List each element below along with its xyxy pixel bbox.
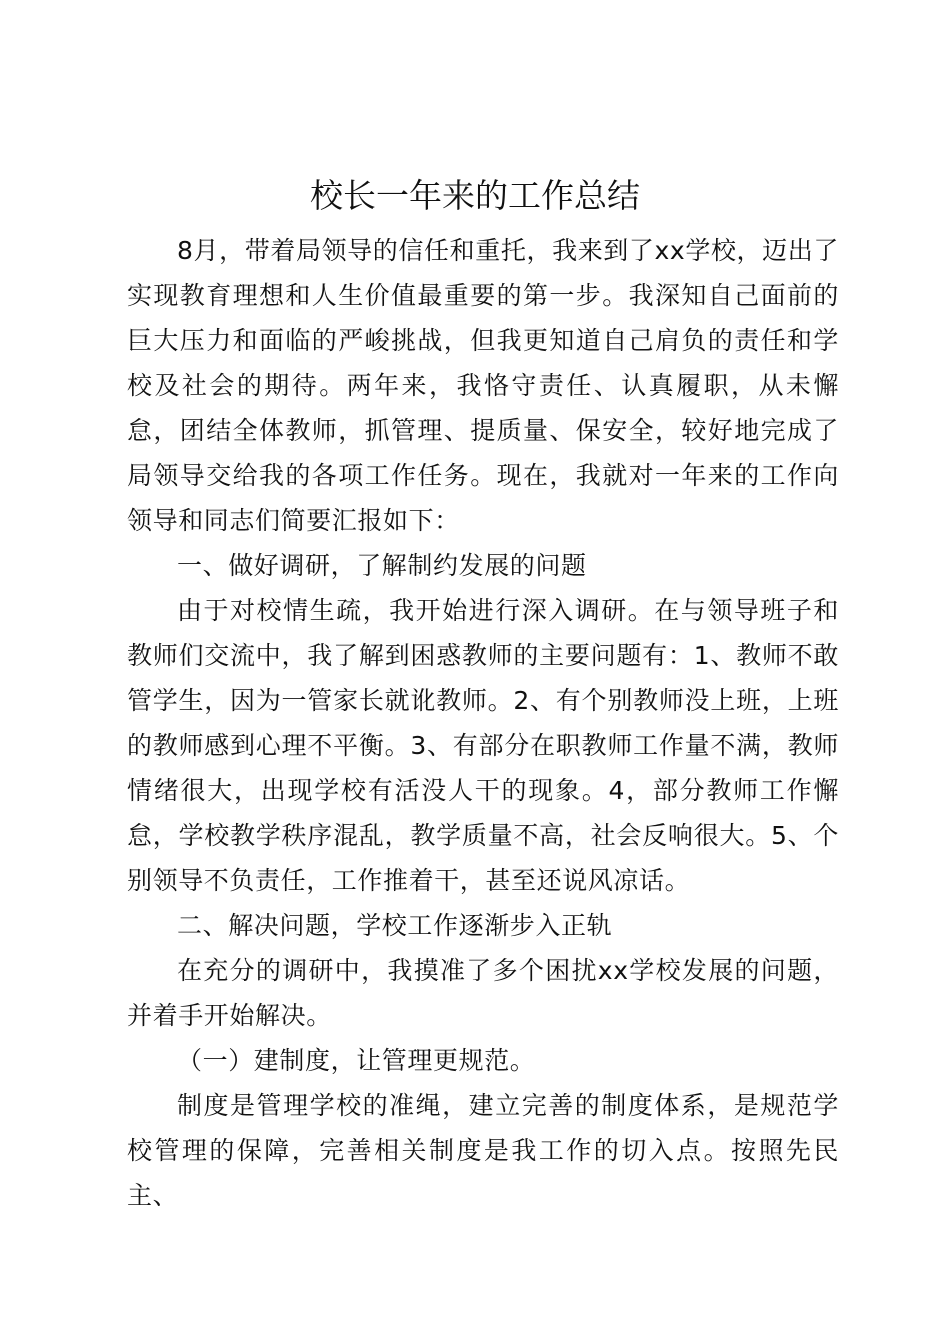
intro-paragraph: 8月，带着局领导的信任和重托，我来到了xx学校，迈出了实现教育理想和人生价值最重要的第一步。我深知自己面前的巨大压力和面临的严峻挑战，但我更知道自己肩负的责任和学校及社会的期待。两年来，我恪守责任、认真履职，从未懈怠，团结全体教师，抓管理、提质量、保安全，较好地完成了局领导交给我的各项工作任务。现在，我就对一年来的工作向领导和同志们简要汇报如下：: [127, 236, 839, 535]
research-paragraph: 由于对校情生疏，我开始进行深入调研。在与领导班子和教师们交流中，我了解到困惑教师的主要问题有：1、教师不敢管学生，因为一管家长就讹教师。2、有个别教师没上班，上班的教师感到心理不平衡。3、有部分在职教师工作量不满，教师情绪很大，出现学校有活没人干的现象。4，部分教师工作懈怠，学校教学秩序混乱，教学质量不高，社会反响很大。5、个别领导不负责任，工作推着干，甚至还说风凉话。: [127, 596, 839, 895]
solve-paragraph: 在充分的调研中，我摸准了多个困扰xx学校发展的问题，并着手开始解决。: [127, 956, 839, 1030]
subsection-heading-1: （一）建制度，让管理更规范。: [177, 1046, 536, 1075]
document-title: 校长一年来的工作总结: [310, 176, 640, 215]
system-paragraph: 制度是管理学校的准绳，建立完善的制度体系，是规范学校管理的保障，完善相关制度是我工作的切入点。按照先民主、: [127, 1091, 839, 1210]
document-body: [127, 228, 839, 1218]
section-heading-1: 一、做好调研，了解制约发展的问题: [177, 551, 587, 580]
section-heading-2: 二、解决问题，学校工作逐渐步入正轨: [177, 911, 613, 940]
